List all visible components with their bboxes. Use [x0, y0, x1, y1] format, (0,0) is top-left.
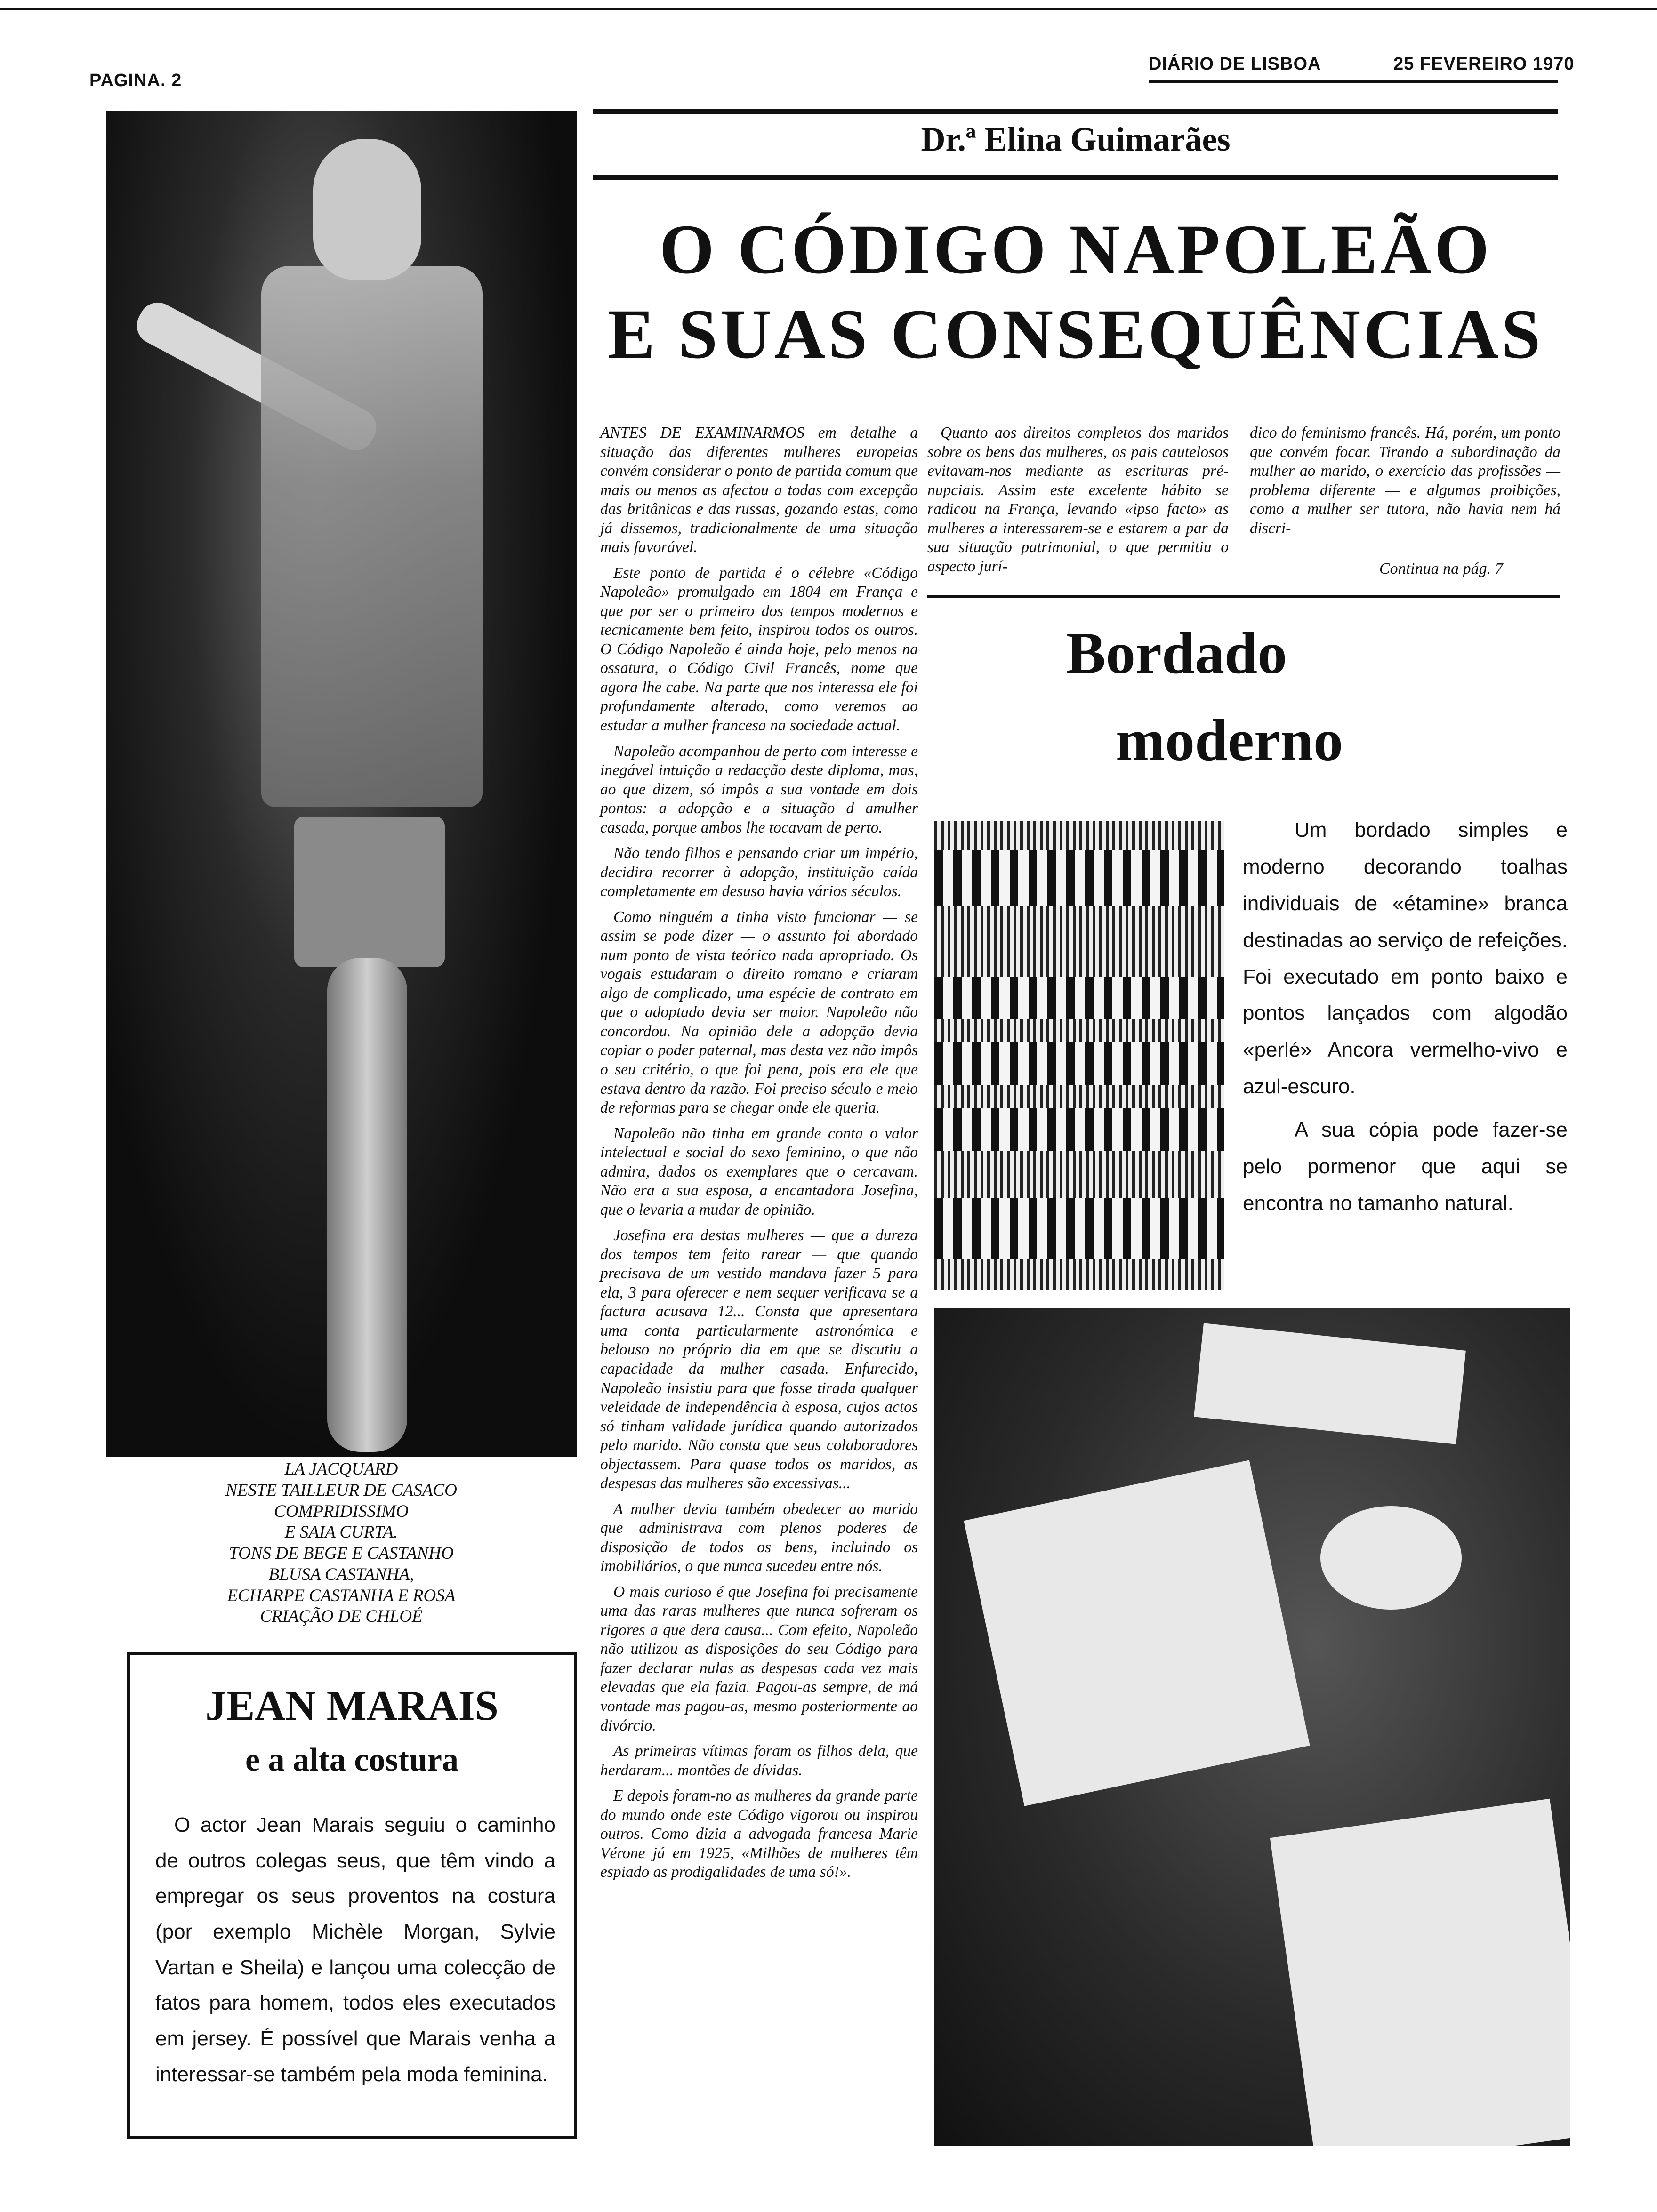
article-paragraph: E depois foram-no as mulheres da grande parte do mundo onde este Código vigorou ou inspirou outros. Como dizia a advogada francesa Marie Vérone já em 1925, «Milhões de mulheres têm espiado as prodigalidades de uma só!».	[600, 1787, 918, 1881]
byline-rule-bottom	[593, 175, 1558, 180]
bordado-title-line-2: moderno	[1116, 708, 1343, 773]
article-paragraph: Quanto aos direitos completos dos maridos sobre os bens das mulheres, os pais cautelosos evitavam-nos mediante as escrituras pré-nupciais. Assim este excelente hábito se radicou na França, levando «ipso facto» as mulheres a interessarem-se e estarem a par da sua situação patrimonial, o que permitiu o aspecto jurí-	[927, 424, 1229, 575]
caption-line: CRIAÇÃO DE CHLOÉ	[260, 1607, 423, 1627]
caption-line: ECHARPE CASTANHA E ROSA	[227, 1586, 456, 1605]
continued-note: Continua na pág. 7	[1379, 560, 1503, 577]
bordado-title-line-1: Bordado	[1066, 621, 1287, 686]
pattern-band	[934, 1198, 1224, 1259]
article-paragraph: ANTES DE EXAMINARMOS em detalhe a situação das diferentes mulheres europeias convém considerar o ponto de partida comum que mais ou menos as afectou a todas com excepção das britânicas e das russas, gozando estas, como já dissemos, tradicionalmente de uma situação mais favorável.	[600, 424, 918, 556]
headline	[593, 207, 1558, 377]
article-column-3	[1250, 424, 1560, 545]
coat-shape	[261, 266, 483, 807]
box-paragraph: O actor Jean Marais seguiu o caminho de outros colegas seus, que têm vindo a empregar os seus proventos na costura (por exemplo Michèle Morgan, Sylvie Vartan e Sheila) e lançou uma colecção de fatos para homem, todos eles executados em jersey. É possível que Marais venha a interessar-se também pela moda feminina.	[155, 1813, 555, 2086]
leg-shape	[327, 958, 407, 1452]
masthead-rule	[1149, 80, 1558, 83]
bordado-paragraph: Um bordado simples e moderno decorando toalhas individuais de «étamine» branca destinadas ao serviço de refeições. Foi executado em ponto baixo e pontos lançados com algodão «perlé» Ancora vermelho-vivo e azul-escuro.	[1243, 818, 1568, 1098]
skirt-shape	[294, 817, 445, 967]
newspaper-name: DIÁRIO DE LISBOA	[1149, 54, 1321, 74]
byline-rule-top	[593, 109, 1558, 114]
pattern-band	[934, 1042, 1224, 1085]
caption-line: NESTE TAILLEUR DE CASACO	[225, 1480, 457, 1500]
pattern-band	[934, 1108, 1224, 1151]
article-paragraph: Como ninguém a tinha visto funcionar — se assim se pode dizer — o assunto foi abordado num ponto de vista teórico nada apropriado. Os vogais estudaram o direito romano e criaram algo de complicado, uma espécie de contrato em que o adoptado devia ser maior. Napoleão não concordou. Na opinião dele a adopção devia copiar o poder paternal, mas desta vez não impôs o seu critério, o que foi pena, pois era ele que estava dentro da razão. Foi preciso século e meio de reformas para se chegar onde ele queria.	[600, 908, 918, 1117]
photo-caption	[141, 1459, 541, 1627]
embroidery-photo	[934, 821, 1224, 1290]
article-paragraph: As primeiras vítimas foram os filhos dela, que herdaram... montões de dívidas.	[600, 1742, 918, 1779]
page-number: PAGINA. 2	[89, 71, 182, 90]
pattern-band	[934, 850, 1224, 906]
caption-line: E SAIA CURTA.	[284, 1523, 398, 1542]
fashion-photo	[106, 111, 577, 1457]
box-body	[155, 1807, 555, 2092]
head-shape	[313, 139, 421, 280]
placemat-shape	[1194, 1323, 1466, 1444]
placemat-shape	[964, 1460, 1310, 1806]
article-column-2	[927, 424, 1229, 583]
top-rule	[0, 8, 1657, 10]
box-title: JEAN MARAIS	[205, 1683, 499, 1729]
article-paragraph: dico do feminismo francês. Há, porém, um ponto que convém focar. Tirando a subordinação da mulher ao marido, o exercício das profissões — problema diferente — e algumas proibições, como a mulher ser tutora, não havia nem há discri-	[1250, 424, 1560, 537]
bordado-paragraph: A sua cópia pode fazer-se pelo pormenor que aqui se encontra no tamanho natural.	[1243, 1118, 1568, 1215]
headline-line-1: O CÓDIGO NAPOLEÃO	[659, 210, 1492, 289]
placemat-shape	[1270, 1799, 1570, 2146]
caption-line: LA JACQUARD	[284, 1459, 398, 1479]
article-paragraph: O mais curioso é que Josefina foi precisamente uma das raras mulheres que nunca sofreram os rigores a que dera causa... Com efeito, Napoleão não utilizou as disposições do seu Código para fazer declarar nulas as despesas cada vez mais elevadas que ela fazia. Pagou-as sempre, de má vontade mas pagou-as, mesmo posteriormente ao divórcio.	[600, 1583, 918, 1734]
section-rule	[927, 595, 1560, 598]
article-paragraph: Josefina era destas mulheres — que a dureza dos tempos tem feito rarear — que quando precisava de um vestido mandava fazer 5 para ela, 3 para oferecer e nem sequer verificava se a factura acusava 12... Consta que apresentara uma conta particularmente astronómica e belouso no próprio dia em que se discutiu a capacidade da mulher casada. Enfurecido, Napoleão insistiu para que fosse tirada qualquer veleidade de independência à esposa, cujos actos só tinham validade jurídica quando autorizados pelo marido. Não consta que seus colaboradores objectassem. Para quase todos os maridos, as despesas das mulheres são excessivas...	[600, 1226, 918, 1492]
article-paragraph: Napoleão não tinha em grande conta o valor intelectual e social do sexo feminino, o que não admira, dados os exemplares que o cercavam. Não era a sua esposa, a encantadora Josefina, que o levaria a mudar de opinião.	[600, 1124, 918, 1218]
article-paragraph: A mulher devia também obedecer ao marido que administrava com plenos poderes de disposição de todos os bens, incluindo os imobiliários, o que nunca sucedeu entre nós.	[600, 1500, 918, 1575]
box-subtitle: e a alta costura	[245, 1742, 458, 1778]
bordado-text	[1243, 812, 1568, 1222]
article-paragraph: Napoleão acompanhou de perto com interesse e inegável intuição a redacção deste diploma, mas, ao que dizem, só impôs a sua vontade em dois pontos: a adopção e a situação d amulher casada, porque ambos lhe tocavam de perto.	[600, 742, 918, 836]
caption-line: TONS DE BEGE E CASTANHO	[229, 1544, 454, 1563]
caption-line: COMPRIDISSIMO	[274, 1501, 409, 1521]
headline-line-2: E SUAS CONSEQUÊNCIAS	[608, 295, 1544, 373]
table-setting-photo	[934, 1308, 1570, 2146]
article-column-1	[600, 424, 918, 1889]
dish-shape	[1320, 1506, 1462, 1610]
byline: Dr.ª Elina Guimarães	[921, 120, 1231, 158]
article-paragraph: Este ponto de partida é o célebre «Código Napoleão» promulgado em 1804 em França e que por ser o primeiro dos tempos modernos e tecnicamente bem feito, inspirou todos os outros. O Código Napoleão é ainda hoje, pelo menos na ossatura, o Código Civil Francês, nome que agora lhe cabe. Na parte que nos interessa ele foi profundamente alterado, como veremos ao estudar a mulher francesa na sociedade actual.	[600, 564, 918, 734]
caption-line: BLUSA CASTANHA,	[268, 1564, 414, 1584]
issue-date: 25 FEVEREIRO 1970	[1393, 54, 1575, 74]
pattern-band	[934, 977, 1224, 1019]
article-paragraph: Não tendo filhos e pensando criar um império, decidira recorrer à adopção, instituição caída completamente em desuso havia vários séculos.	[600, 844, 918, 900]
